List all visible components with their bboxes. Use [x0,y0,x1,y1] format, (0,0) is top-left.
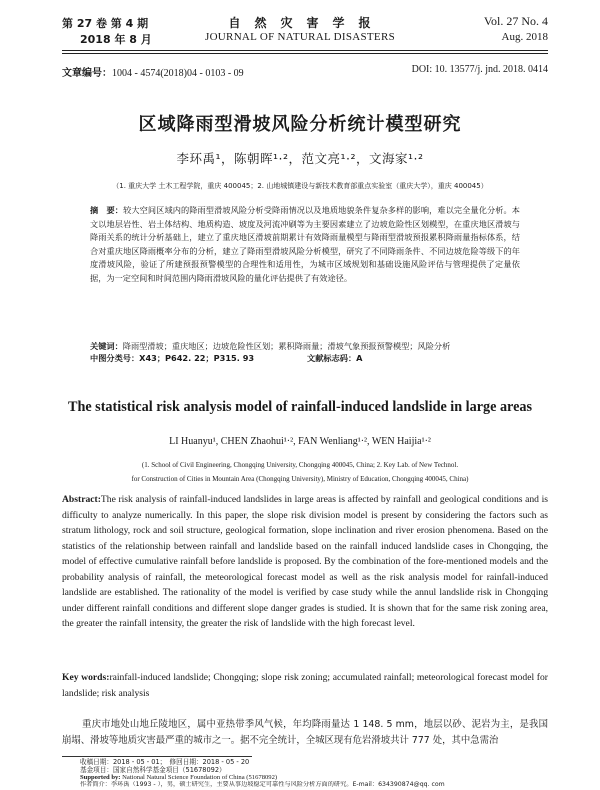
journal-name-en: JOURNAL OF NATURAL DISASTERS [204,31,396,43]
abstract-en [62,492,548,632]
footnote-fund-cn: 基金项目：国家自然科学基金项目（51678092） [80,766,226,774]
header-rule-top [62,50,548,51]
journal-vol-en: Vol. 27 No. 4 [483,14,548,28]
title-cn: 区域降雨型滑坡风险分析统计模型研究 [138,114,462,135]
footnote-rule [62,756,252,757]
journal-name-cn: 自 然 灾 害 学 报 [228,16,372,30]
article-number [62,64,244,79]
keywords-en-label: Key words: [62,672,110,683]
article-number-value: 1004 - 4574(2018)04 - 0103 - 09 [112,68,244,79]
clc-number: 中图分类号：X43；P642. 22；P315. 93 [90,353,255,363]
abstract-cn [90,204,520,286]
abstract-cn-text: 较大空间区域内的降雨型滑坡风险分析受降雨情况以及地质地貌条件复杂多样的影响，难以完全量化分析。本文以地层岩性、岩土体结构、地质构造、坡度及河流冲刷等为主要因素建立了边坡危险性区划模型，在重庆地区滑坡与降雨关系的统计分析基础上，建立了重庆地区滑坡前期累计有效降雨量模型与降雨型滑坡预报累积降雨量指标体系，结合对重庆地区降雨概率分布的分析，建立了降雨型滑坡风险分析模型，研究了不同降雨条件、不同边坡危险等级下的年度滑坡风险，验证了所建预报预警模型的合理性和适用性，为城市区域规划和基础设施风险评估与管理提供了定量依据，为一定空间和时间范围内降雨滑坡风险的量化评估提供了有效途径。 [90,205,520,283]
affiliation-cn: （1. 重庆大学 土木工程学院，重庆 400045；2. 山地城镇建设与新技术教育部重点实验室（重庆大学），重庆 400045） [112,182,488,190]
footnote-fund-en-text: National Natural Science Foundation of China (51678092) [122,774,278,781]
article-number-label: 文章编号： [62,68,112,79]
body-paragraph: 重庆市地处山地丘陵地区，属中亚热带季风气候，年均降雨量达 1 148. 5 mm，地层以砂、泥岩为主，是我国崩塌、滑坡等地质灾害最严重的城市之一。据不完全统计，全城区现有危岩滑坡共计 777 处，其中急需治 [62,719,548,746]
abstract-en-text: The risk analysis of rainfall-induced landslides in large areas is affected by rainfall and geological conditions and is difficulty to analyze numerically. In this paper, the slope risk division model is present by considering the factors such as stratum lithology, rock and soil structure, geological formation, slope inclination and river erosion phenomena. Based on the statistics of the relationship between rainfall and landslide based on the rainfall induced landslide cases in Chongqing, the model of effective cumulative rainfall before landslide is proposed. By the combination of the fore-mentioned models and the probability analysis of rainfall, the meteorological forecast model as well as the risk analysis model for rainfall-induced landslide are established. The rationality of the model is verified by case study while the annul landslide risk in Chongqing under different rainfall conditions and different slope danger grades is studied. It is shown that for the same risk zoning area, the greater the rainfall intensity, the greater the risk of landslide with the high forecast level. [62,494,548,629]
footnote-author-info: 作者简介：李环禹（1993 - ），男，硕士研究生，主要从事边坡稳定可靠性与风险分析方面的研究。E-mail：634390874@qq. com [80,781,445,788]
journal-volume: 第 27 卷 第 4 期 [62,17,149,30]
header-rule-bottom [62,53,548,54]
journal-date-en: Aug. 2018 [501,31,548,43]
doi: DOI: 10. 13577/j. jnd. 2018. 0414 [411,64,548,75]
document-code: 文献标志码：A [307,353,363,363]
abstract-cn-label: 摘 要： [90,205,124,215]
affiliation-en-line2: for Construction of Cities in Mountain Area (Chongqing University), Ministry of Education, Chongqing 400045, China) [131,475,469,483]
affiliation-en-line1: (1. School of Civil Engineering, Chongqing University, Chongqing 400045, China; 2. Key Lab. of New Technol. [141,461,459,469]
title-en: The statistical risk analysis model of rainfall-induced landslide in large areas [67,399,532,415]
authors-en: LI Huanyu¹, CHEN Zhaohui¹·², FAN Wenliang¹·², WEN Haijia¹·² [169,436,431,447]
keywords-cn [90,340,530,353]
keywords-cn-label: 关键词： [90,341,123,351]
keywords-cn-text: 降雨型滑坡；重庆地区；边坡危险性区划；累积降雨量；滑坡气象预报预警模型；风险分析 [122,341,451,351]
keywords-en [62,670,548,701]
footnote-fund-en-label: Supported by: [80,774,121,781]
footnote-dates: 收稿日期：2018 - 05 - 01； 修回日期：2018 - 05 - 20 [80,758,250,766]
journal-date: 2018 年 8 月 [80,33,152,46]
keywords-en-text: rainfall-induced landslide; Chongqing; slope risk zoning; accumulated rainfall; meteorological forecast model for landslide; risk analysis [62,672,548,699]
abstract-en-label: Abstract: [62,494,101,505]
authors-cn: 李环禹¹，陈朝晖¹·²，范文亮¹·²，文海家¹·² [176,151,424,166]
